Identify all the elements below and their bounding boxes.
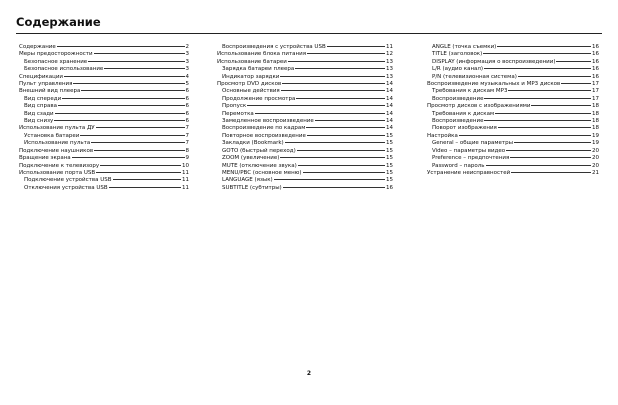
- toc-entry-label: Безопасное использование: [24, 66, 104, 73]
- toc-leader-line: [506, 150, 591, 151]
- toc-entry[interactable]: [217, 96, 393, 103]
- toc-entry-label: GOTO (быстрый переход): [222, 147, 296, 154]
- toc-entry[interactable]: [217, 185, 393, 192]
- toc-entry[interactable]: [427, 155, 599, 162]
- toc-entry-label: Воспроизведения с устройства USB: [222, 44, 326, 50]
- toc-entry-label: Установка батареи: [24, 132, 80, 139]
- toc-entry-page: 20: [592, 155, 599, 162]
- toc-leader-line: [303, 172, 385, 173]
- toc-leader-line: [556, 61, 591, 62]
- toc-entry-page: 15: [386, 140, 393, 147]
- toc-entry-label: Требования к дискам: [432, 110, 495, 117]
- toc-entry-page: 16: [592, 51, 599, 58]
- toc-entry[interactable]: [19, 133, 189, 140]
- toc-entry-page: 6: [185, 88, 189, 95]
- toc-leader-line: [54, 120, 184, 121]
- toc-leader-line: [100, 165, 181, 166]
- toc-entry-page: 14: [386, 118, 393, 125]
- toc-entry-page: 15: [386, 177, 393, 184]
- toc-entry-page: 9: [185, 155, 189, 162]
- toc-entry[interactable]: [19, 118, 189, 125]
- toc-leader-line: [508, 90, 591, 91]
- toc-entry-label: General – общие параметры: [432, 140, 513, 147]
- toc-entry-page: 20: [592, 147, 599, 154]
- toc-entry[interactable]: [427, 133, 599, 140]
- toc-leader-line: [58, 105, 185, 106]
- toc-leader-line: [298, 165, 385, 166]
- toc-leader-line: [295, 68, 385, 69]
- toc-leader-line: [484, 68, 591, 69]
- page-number: 2: [306, 370, 312, 377]
- toc-entry[interactable]: [427, 125, 599, 132]
- toc-entry[interactable]: [217, 51, 393, 58]
- toc-entry[interactable]: [217, 44, 393, 51]
- toc-entry-label: Вид справа: [24, 103, 57, 110]
- toc-entry[interactable]: [19, 66, 189, 73]
- toc-entry-page: 6: [185, 110, 189, 117]
- toc-entry-label: LANGUAGE (язык): [222, 177, 273, 184]
- toc-entry-label: Вид сзади: [24, 110, 54, 117]
- toc-entry[interactable]: [217, 140, 393, 147]
- toc-entry-label: Использование порта USB: [19, 169, 96, 176]
- toc-entry-page: 13: [386, 66, 393, 73]
- toc-leader-line: [55, 113, 185, 114]
- toc-leader-line: [64, 76, 185, 77]
- toc-entry-page: 3: [185, 58, 189, 65]
- toc-entry-label: Воспроизведение музыкальных и MP3 дисков: [427, 81, 561, 88]
- toc-entry-label: Вид спереди: [24, 95, 62, 102]
- toc-entry-page: 3: [185, 51, 189, 58]
- toc-entry[interactable]: [19, 74, 189, 81]
- toc-leader-line: [280, 157, 385, 158]
- toc-entry[interactable]: [427, 51, 599, 58]
- toc-leader-line: [73, 83, 184, 84]
- toc-entry-label: Требования к дискам MP3: [432, 88, 508, 95]
- toc-leader-line: [281, 90, 385, 91]
- toc-entry-label: SUBTITLE (субтитры): [222, 184, 282, 191]
- toc-entry-label: Пропуск: [222, 103, 247, 110]
- toc-entry[interactable]: [427, 170, 599, 177]
- toc-entry-label: Индикатор зарядки: [222, 73, 280, 80]
- toc-entry-page: 21: [592, 169, 599, 176]
- toc-entry[interactable]: [217, 74, 393, 81]
- toc-entry-label: Воспроизведение по кадрам: [222, 125, 306, 132]
- toc-entry-page: 12: [386, 51, 393, 58]
- toc-entry-page: 14: [386, 81, 393, 88]
- toc-entry-label: Меры предосторожности: [19, 51, 93, 58]
- toc-entry[interactable]: [19, 177, 189, 184]
- toc-leader-line: [495, 113, 591, 114]
- toc-entry-label: Подключение устройства USB: [24, 177, 112, 184]
- toc-entry-page: 15: [386, 155, 393, 162]
- toc-leader-line: [518, 76, 591, 77]
- toc-leader-line: [96, 127, 185, 128]
- toc-entry[interactable]: [19, 140, 189, 147]
- toc-entry-page: 5: [185, 81, 189, 88]
- toc-entry-page: 15: [386, 169, 393, 176]
- toc-entry-page: 16: [386, 184, 393, 191]
- toc-entry-label: Повторное воспроизведение: [222, 132, 306, 139]
- toc-entry[interactable]: [19, 185, 189, 192]
- toc-entry[interactable]: [19, 59, 189, 66]
- toc-leader-line: [510, 157, 591, 158]
- toc-entry-page: 15: [386, 132, 393, 139]
- toc-entry-page: 17: [592, 95, 599, 102]
- toc-entry-label: Использование батареи: [217, 58, 287, 65]
- toc-entry-label: Продолжение просмотра: [222, 95, 296, 102]
- toc-entry-page: 14: [386, 88, 393, 95]
- toc-entry-page: 16: [592, 66, 599, 73]
- toc-entry[interactable]: [427, 74, 599, 81]
- toc-leader-line: [88, 61, 184, 62]
- toc-entry-page: 14: [386, 103, 393, 110]
- toc-leader-line: [280, 76, 385, 77]
- toc-entry-page: 10: [182, 162, 189, 169]
- toc-entry-label: Пульт управления: [19, 81, 73, 88]
- toc-entry[interactable]: [19, 125, 189, 132]
- toc-leader-line: [484, 120, 591, 121]
- toc-entry-label: Preference – предпочтения: [432, 155, 510, 162]
- toc-entry-label: DISPLAY (информация о воспроизведении): [432, 58, 556, 65]
- toc-entry-page: 17: [592, 81, 599, 88]
- toc-entry-page: 6: [185, 118, 189, 125]
- toc-leader-line: [104, 68, 184, 69]
- toc-entry-page: 6: [185, 95, 189, 102]
- toc-entry-label: Безопасное хранение: [24, 58, 88, 65]
- toc-entry-label: Спецификации: [19, 73, 63, 80]
- toc-entry-page: 19: [592, 132, 599, 139]
- toc-entry-label: ANGLE (точка съемки): [432, 44, 497, 50]
- toc-entry[interactable]: [427, 59, 599, 66]
- toc-entry-label: Содержание: [19, 44, 56, 50]
- toc-entry-page: 16: [592, 44, 599, 50]
- toc-leader-line: [94, 53, 185, 54]
- toc-entry[interactable]: [217, 133, 393, 140]
- toc-entry-page: 2: [185, 44, 189, 50]
- toc-entry-label: Закладки (Bookmark): [222, 140, 284, 147]
- toc-entry[interactable]: [19, 44, 189, 51]
- toc-entry[interactable]: [427, 88, 599, 95]
- toc-leader-line: [484, 98, 591, 99]
- toc-entry[interactable]: [19, 155, 189, 162]
- toc-entry-label: MENU/PBC (основное меню): [222, 169, 302, 176]
- toc-entry-label: TITLE (заголовок): [432, 51, 483, 58]
- toc-entry-label: Перемотка: [222, 110, 254, 117]
- toc-entry-label: P/N (телевизионная система): [432, 73, 517, 80]
- toc-entry[interactable]: [19, 103, 189, 110]
- toc-entry-label: Поворот изображения: [432, 125, 497, 132]
- toc-entry[interactable]: [217, 118, 393, 125]
- toc-entry-label: Воспроизведение: [432, 95, 484, 102]
- toc-entry-page: 19: [592, 140, 599, 147]
- toc-entry-label: Устранение неисправностей: [427, 169, 511, 176]
- toc-entry[interactable]: [19, 148, 189, 155]
- toc-entry[interactable]: [427, 140, 599, 147]
- toc-entry-page: 13: [386, 58, 393, 65]
- toc-entry-page: 7: [185, 125, 189, 132]
- toc-entry-page: 14: [386, 110, 393, 117]
- toc-entry[interactable]: [19, 96, 189, 103]
- toc-entry-label: ZOOM (увеличение): [222, 155, 280, 162]
- toc-entry-label: Просмотр дисков с изображениями: [427, 103, 531, 110]
- toc-leader-line: [94, 150, 184, 151]
- toc-leader-line: [486, 165, 591, 166]
- toc-leader-line: [511, 172, 591, 173]
- toc-entry[interactable]: [217, 81, 393, 88]
- toc-entry[interactable]: [427, 103, 599, 110]
- toc-entry[interactable]: [427, 81, 599, 88]
- toc-column-1: [19, 44, 189, 192]
- toc-leader-line: [62, 98, 184, 99]
- toc-entry-page: 11: [182, 184, 189, 191]
- toc-leader-line: [327, 46, 385, 47]
- toc-leader-line: [255, 113, 385, 114]
- toc-entry-label: Основные действия: [222, 88, 280, 95]
- toc-entry-label: Просмотр DVD дисков: [217, 81, 282, 88]
- toc-entry[interactable]: [427, 44, 599, 51]
- title-divider: [16, 33, 602, 34]
- toc-leader-line: [80, 135, 184, 136]
- toc-entry-label: Подключение наушников: [19, 147, 94, 154]
- toc-entry[interactable]: [217, 177, 393, 184]
- toc-entry-page: 18: [592, 103, 599, 110]
- toc-entry[interactable]: [217, 59, 393, 66]
- toc-leader-line: [315, 120, 385, 121]
- toc-entry-label: Вид снизу: [24, 118, 54, 125]
- toc-leader-line: [306, 127, 385, 128]
- toc-entry-page: 4: [185, 73, 189, 80]
- toc-entry-page: 18: [592, 110, 599, 117]
- toc-leader-line: [109, 187, 181, 188]
- toc-leader-line: [307, 135, 385, 136]
- toc-entry[interactable]: [19, 163, 189, 170]
- toc-leader-line: [282, 83, 385, 84]
- toc-leader-line: [288, 61, 385, 62]
- toc-leader-line: [72, 157, 185, 158]
- toc-entry[interactable]: [427, 66, 599, 73]
- toc-entry-page: 11: [182, 177, 189, 184]
- toc-entry-label: Использование пульта: [24, 140, 91, 147]
- toc-entry-page: 18: [592, 125, 599, 132]
- toc-entry-page: 15: [386, 162, 393, 169]
- toc-column-2: [217, 44, 393, 192]
- toc-entry-page: 16: [592, 73, 599, 80]
- toc-entry[interactable]: [217, 155, 393, 162]
- toc-leader-line: [285, 142, 385, 143]
- toc-entry-label: Зарядка батареи плеера: [222, 66, 295, 73]
- toc-leader-line: [247, 105, 385, 106]
- toc-leader-line: [483, 53, 591, 54]
- toc-leader-line: [498, 127, 591, 128]
- toc-entry-label: Настройка: [427, 132, 458, 139]
- toc-leader-line: [459, 135, 591, 136]
- toc-entry[interactable]: [19, 170, 189, 177]
- toc-entry-label: MUTE (отключение звука): [222, 162, 297, 169]
- toc-entry-label: Воспроизведение: [432, 118, 484, 125]
- toc-entry[interactable]: [217, 103, 393, 110]
- toc-entry-page: 14: [386, 125, 393, 132]
- page-title: Содержание: [16, 15, 101, 29]
- toc-leader-line: [497, 46, 591, 47]
- toc-entry[interactable]: [217, 88, 393, 95]
- toc-entry[interactable]: [427, 96, 599, 103]
- toc-column-3: [427, 44, 599, 177]
- toc-entry[interactable]: [19, 111, 189, 118]
- toc-entry-label: Вращение экрана: [19, 155, 71, 162]
- toc-entry[interactable]: [19, 51, 189, 58]
- toc-entry-page: 7: [185, 132, 189, 139]
- toc-entry[interactable]: [217, 125, 393, 132]
- toc-entry-label: Использование блока питания: [217, 51, 306, 58]
- toc-entry[interactable]: [427, 163, 599, 170]
- toc-entry-page: 8: [185, 147, 189, 154]
- toc-entry-label: Отключения устройства USB: [24, 184, 108, 191]
- toc-entry[interactable]: [19, 81, 189, 88]
- toc-entry-label: Замедленное воспроизведение: [222, 118, 314, 125]
- toc-entry[interactable]: [19, 88, 189, 95]
- toc-entry-label: Password – пароль: [432, 162, 485, 169]
- toc-entry-page: 3: [185, 66, 189, 73]
- toc-leader-line: [296, 98, 385, 99]
- toc-leader-line: [561, 83, 591, 84]
- toc-leader-line: [57, 46, 185, 47]
- toc-leader-line: [297, 150, 385, 151]
- toc-entry-page: 15: [386, 147, 393, 154]
- toc-leader-line: [113, 179, 182, 180]
- toc-entry-page: 20: [592, 162, 599, 169]
- toc-entry-page: 17: [592, 88, 599, 95]
- toc-entry-page: 18: [592, 118, 599, 125]
- toc-entry[interactable]: [427, 118, 599, 125]
- toc-entry[interactable]: [217, 66, 393, 73]
- toc-entry-page: 14: [386, 95, 393, 102]
- toc-entry-page: 16: [592, 58, 599, 65]
- toc-entry-page: 6: [185, 103, 189, 110]
- toc-entry[interactable]: [427, 148, 599, 155]
- toc-entry[interactable]: [217, 163, 393, 170]
- toc-entry[interactable]: [217, 111, 393, 118]
- toc-entry-page: 7: [185, 140, 189, 147]
- toc-leader-line: [81, 90, 184, 91]
- toc-leader-line: [307, 53, 385, 54]
- toc-entry[interactable]: [217, 170, 393, 177]
- toc-leader-line: [96, 172, 181, 173]
- toc-leader-line: [514, 142, 591, 143]
- toc-leader-line: [274, 179, 385, 180]
- toc-entry[interactable]: [217, 148, 393, 155]
- toc-entry-label: Video – параметры видео: [432, 147, 506, 154]
- toc-entry-label: Использование пульта ДУ: [19, 125, 95, 132]
- toc-entry-label: L/R (аудио канал): [432, 66, 484, 73]
- toc-entry-label: Подключение к телевизору: [19, 162, 100, 169]
- toc-leader-line: [91, 142, 184, 143]
- toc-entry[interactable]: [427, 111, 599, 118]
- toc-leader-line: [531, 105, 591, 106]
- toc-entry-label: Внешний вид плеера: [19, 88, 81, 95]
- toc-entry-page: 11: [182, 169, 189, 176]
- toc-entry-page: 11: [386, 44, 393, 50]
- toc-entry-page: 13: [386, 73, 393, 80]
- toc-leader-line: [283, 187, 385, 188]
